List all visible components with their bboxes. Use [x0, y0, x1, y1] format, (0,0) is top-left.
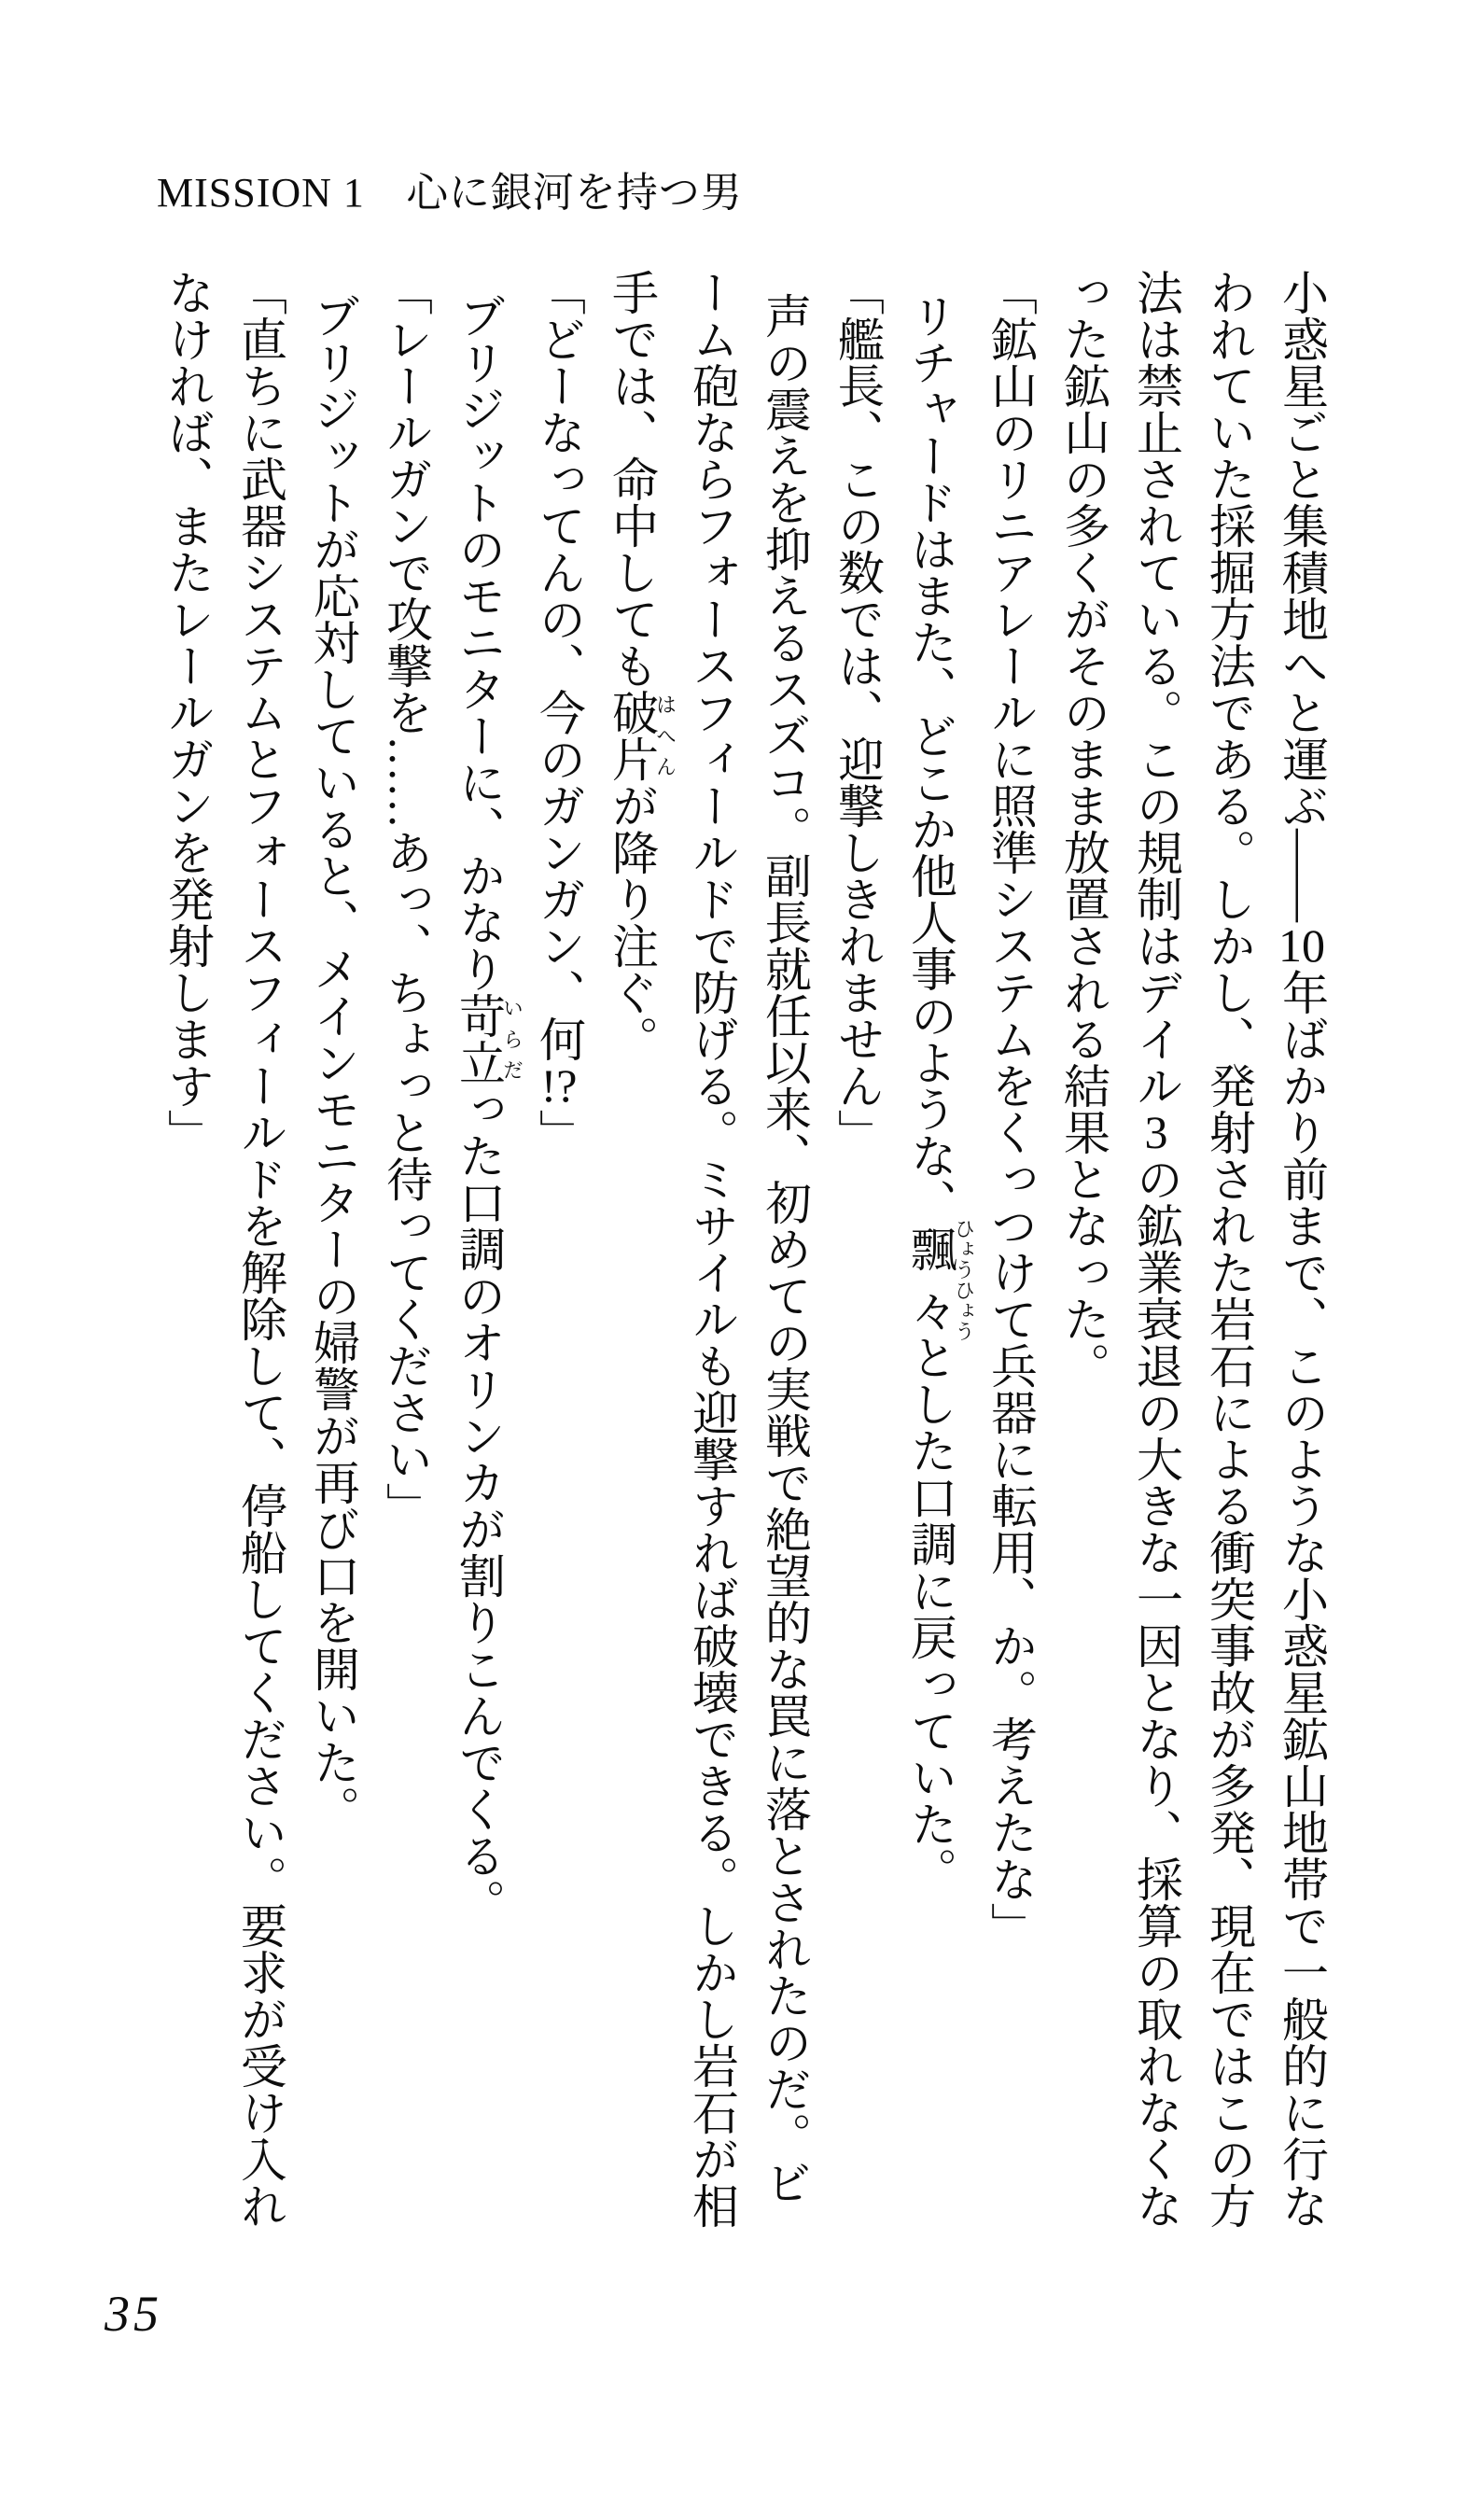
text-column: った鉱山の多くがそのまま放置される結果となった。 [1057, 269, 1110, 1389]
text-column: ブリジットのモニターに、かなり苛立いらだった口調のオリンカが割りこんでくる。 [453, 292, 524, 1925]
text-column: 「レールガンで攻撃を……あっ、ちょっと待ってください」 [380, 269, 432, 1529]
horizontal-in-vertical-text: 3 [1144, 1109, 1168, 1155]
page-number: 35 [105, 2286, 162, 2342]
horizontal-in-vertical-text: !? [540, 1062, 578, 1109]
chapter-header: MISSION 1 心に銀河を持つ男 [157, 170, 743, 216]
text-column: 「どーなってんの、今のガンガン、何!?」 [533, 269, 585, 1155]
text-column: 小惑星ごと集積地へと運ぶ――10年ばかり前まで、このような小惑星鉱山地帯で一般的に行な [1276, 269, 1328, 2229]
body-text [151, 269, 1338, 2233]
text-column: 法は禁止されている。この規制はデイル3の鉱業衰退の大きな一因となり、採算の取れなくな [1130, 269, 1182, 2229]
text-column: リチャードはまた、どこか他人事のような、飄々ひょうひょうとした口調に戻っていた。 [904, 292, 976, 1894]
text-column: ブリジットが応対していると、メインモニターの婦警が再び口を開いた。 [307, 292, 359, 1832]
text-column: われていた採掘方法である。しかし、発射された岩石による衝突事故が多発、現在ではこの方 [1203, 269, 1255, 2229]
text-column: 「直ちに武器システムとフォースフィールドを解除して、停船してください。要求が受け入れ [234, 269, 286, 2229]
text-column: ーム砲ならフォースフィールドで防げる。ミサイルも迎撃すれば破壊できる。しかし岩石が相 [686, 269, 738, 2229]
ruby-annotated-word: 苛立いらだ [453, 992, 524, 1085]
text-column: 「鉱山のリニアレールに照準システムをくっつけて兵器に転用、か。考えたな」 [984, 269, 1037, 1949]
text-column: なければ、またレールガンを発射します」 [161, 269, 214, 1155]
horizontal-in-vertical-text: 10 [1278, 922, 1325, 969]
ruby-annotated-word: 飄々ひょうひょう [904, 1218, 976, 1341]
text-column: 声の震えを抑えるスズコ。副長就任以来、初めての実戦で絶望的な罠に落とされたのだ。ビ [759, 292, 811, 2205]
ruby-annotated-word: 破片はへん [606, 689, 677, 782]
text-column: 手では、命中しても破片はへんが降り注ぐ。 [606, 269, 677, 1062]
text-column: 「艦長、この数では、迎撃しきれません」 [831, 269, 884, 1155]
